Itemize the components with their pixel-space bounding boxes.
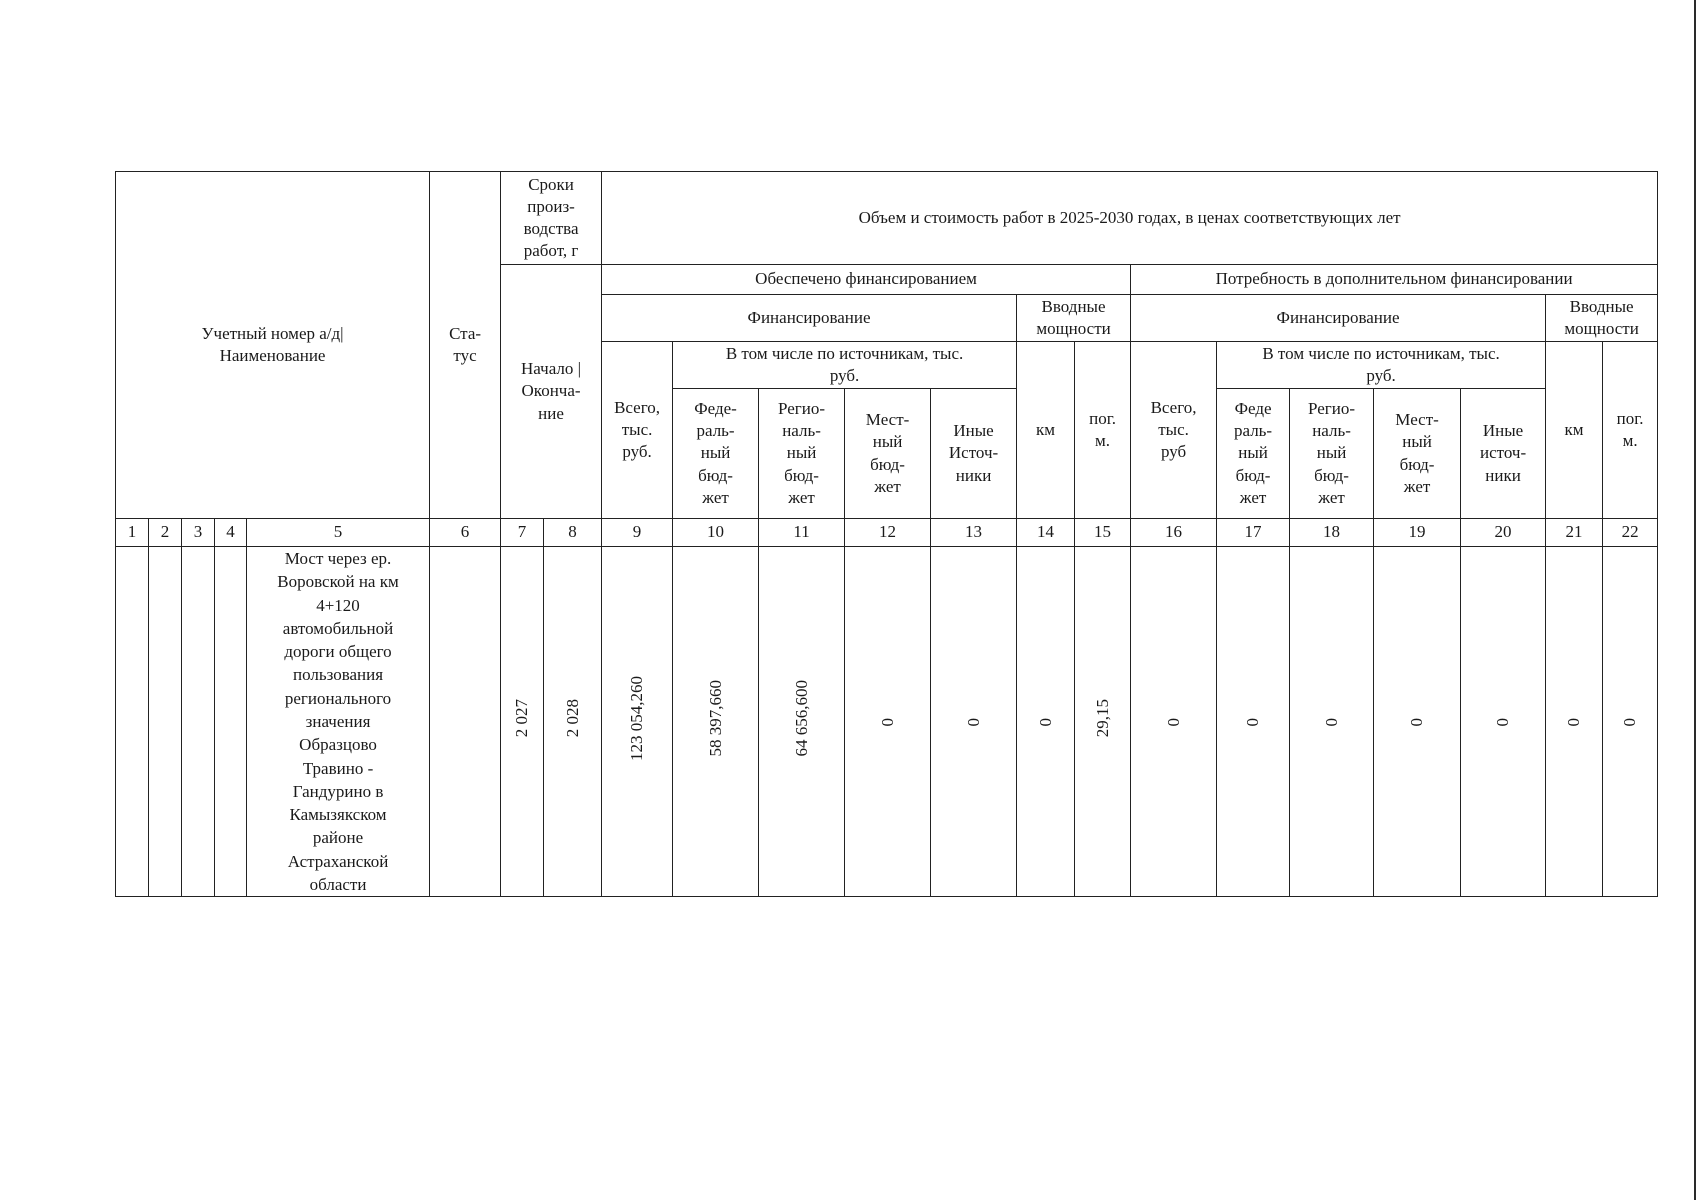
financing-header-2: Финансирование (1131, 295, 1546, 342)
column-number: 10 (673, 519, 759, 547)
column-number: 11 (759, 519, 845, 547)
empty-cell (149, 547, 182, 897)
volume-cost-header: Объем и стоимость работ в 2025-2030 годах, в ценах соответствующих лет (602, 172, 1658, 265)
capacity-header-2: Вводные мощности (1546, 295, 1658, 342)
column-number: 14 (1017, 519, 1075, 547)
other-1-value: 0 (963, 718, 983, 727)
total-2-value: 0 (1163, 718, 1183, 727)
column-number: 22 (1603, 519, 1658, 547)
column-number-row (116, 519, 1658, 547)
column-number: 5 (247, 519, 430, 547)
local-header-1: Мест- ный бюд- жет (845, 389, 931, 519)
pm-2-value: 0 (1620, 718, 1640, 727)
end-year-cell (544, 547, 602, 897)
column-number: 1 (116, 519, 149, 547)
terms-header: Сроки произ- водства работ, г (501, 172, 602, 265)
other-header-1: Иные Источ- ники (931, 389, 1017, 519)
pm-1-cell (1075, 547, 1131, 897)
regional-header-1: Регио- наль- ный бюд- жет (759, 389, 845, 519)
column-number: 7 (501, 519, 544, 547)
start-year-cell (501, 547, 544, 897)
pm-header-2: пог. м. (1603, 342, 1658, 519)
total-1-value: 123 054,260 (627, 676, 646, 762)
federal-2-cell (1217, 547, 1290, 897)
column-number: 6 (430, 519, 501, 547)
total-1-cell (602, 547, 673, 897)
other-2-cell (1461, 547, 1546, 897)
column-number: 3 (182, 519, 215, 547)
other-header-2: Иные источ- ники (1461, 389, 1546, 519)
financing-header-1: Финансирование (602, 295, 1017, 342)
status-cell (430, 547, 501, 897)
column-number: 15 (1075, 519, 1131, 547)
other-2-value: 0 (1493, 718, 1512, 727)
column-number: 13 (931, 519, 1017, 547)
start-year: 2 027 (512, 699, 531, 738)
works-table (115, 171, 1658, 897)
other-1-cell (931, 547, 1017, 897)
km-header-2: км (1546, 342, 1603, 519)
by-sources-header-2: В том числе по источникам, тыс. руб. (1217, 342, 1546, 389)
table-row (116, 547, 1658, 897)
federal-header-2: Феде раль- ный бюд- жет (1217, 389, 1290, 519)
pm-header-1: пог. м. (1075, 342, 1131, 519)
regional-header-2: Регио- наль- ный бюд- жет (1290, 389, 1374, 519)
km-2-value: 0 (1564, 718, 1583, 727)
empty-cell (215, 547, 247, 897)
regional-2-cell (1290, 547, 1374, 897)
local-2-value: 0 (1407, 718, 1426, 727)
total-header-1: Всего, тыс. руб. (602, 342, 673, 519)
federal-1-cell (673, 547, 759, 897)
column-number: 2 (149, 519, 182, 547)
account-name-header: Учетный номер а/д| Наименование (116, 172, 430, 519)
capacity-header-1: Вводные мощности (1017, 295, 1131, 342)
local-header-2: Мест- ный бюд- жет (1374, 389, 1461, 519)
federal-1-value: 58 397,660 (705, 680, 725, 757)
total-2-cell (1131, 547, 1217, 897)
additional-header: Потребность в дополнительном финансировании (1131, 265, 1658, 295)
km-1-value: 0 (1035, 718, 1055, 727)
column-number: 9 (602, 519, 673, 547)
status-header: Ста- тус (430, 172, 501, 519)
column-number: 12 (845, 519, 931, 547)
local-2-cell (1374, 547, 1461, 897)
column-number: 4 (215, 519, 247, 547)
federal-2-value: 0 (1243, 718, 1262, 727)
column-number: 20 (1461, 519, 1546, 547)
km-1-cell (1017, 547, 1075, 897)
column-number: 16 (1131, 519, 1217, 547)
total-header-2: Всего, тыс. руб (1131, 342, 1217, 519)
column-number: 8 (544, 519, 602, 547)
column-number: 21 (1546, 519, 1603, 547)
km-2-cell (1546, 547, 1603, 897)
regional-1-cell (759, 547, 845, 897)
empty-cell (182, 547, 215, 897)
pm-2-cell (1603, 547, 1658, 897)
regional-2-value: 0 (1321, 718, 1341, 727)
federal-header-1: Феде- раль- ный бюд- жет (673, 389, 759, 519)
object-name: Мост через ер. Воровской на км 4+120 автомобильной дороги общего пользования регионального значения Образцово Травино - Гандурино в Камызякском районе Астраханской области (247, 547, 430, 897)
local-1-cell (845, 547, 931, 897)
by-sources-header-1: В том числе по источникам, тыс. руб. (673, 342, 1017, 389)
pm-1-value: 29,15 (1092, 699, 1112, 738)
header-row-1 (116, 172, 1658, 265)
secured-header: Обеспечено финансированием (602, 265, 1131, 295)
column-number: 17 (1217, 519, 1290, 547)
start-end-header: Начало | Оконча- ние (501, 265, 602, 519)
empty-cell (116, 547, 149, 897)
column-number: 18 (1290, 519, 1374, 547)
km-header-1: км (1017, 342, 1075, 519)
end-year: 2 028 (562, 699, 582, 738)
regional-1-value: 64 656,600 (791, 680, 811, 757)
local-1-value: 0 (877, 718, 897, 727)
column-number: 19 (1374, 519, 1461, 547)
